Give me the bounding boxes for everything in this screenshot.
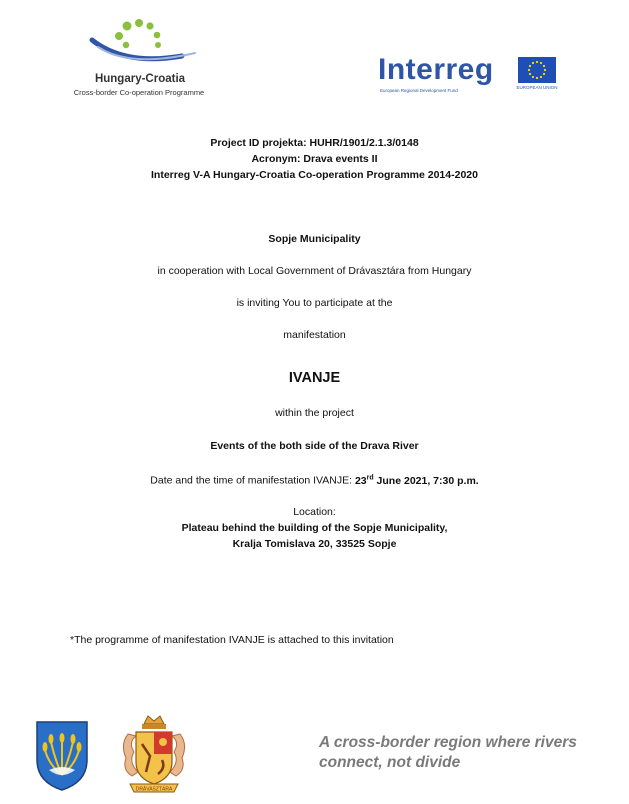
within-project-line: within the project bbox=[275, 407, 354, 419]
date-day: 23 bbox=[354, 474, 367, 487]
manifestation-line: manifestation bbox=[283, 329, 346, 341]
inviting-line: is inviting You to participate at the bbox=[236, 297, 393, 309]
programme-line: Interreg V-A Hungary-Croatia Co-operation Programme 2014-2020 bbox=[151, 169, 478, 181]
hungary-croatia-logo-subtitle: Cross-border Co-operation Programme bbox=[73, 88, 205, 97]
eu-flag-icon bbox=[518, 57, 556, 83]
dravasztara-coat-of-arms-icon bbox=[118, 712, 190, 796]
date-rest: June 2021, 7:30 p.m. bbox=[373, 474, 479, 487]
hungary-croatia-logo-title: Hungary-Croatia bbox=[94, 73, 186, 85]
location-line-1: Plateau behind the building of the Sopje Municipality, bbox=[181, 522, 448, 534]
interreg-logo-wordmark: Interreg bbox=[378, 53, 494, 86]
event-title: IVANJE bbox=[288, 370, 341, 386]
footnote: *The programme of manifestation IVANJE is attached to this invitation bbox=[70, 634, 394, 646]
location-line-2: Kralja Tomislava 20, 33525 Sopje bbox=[232, 538, 397, 550]
project-name: Events of the both side of the Drava River bbox=[210, 440, 419, 452]
date-ordinal: rd bbox=[366, 474, 374, 481]
slogan-line-1: A cross-border region where rivers bbox=[319, 734, 577, 751]
coat-of-arms-ribbon-text: DRÁVASZTÁRA bbox=[135, 786, 173, 793]
interreg-logo-fund-label: European Regional Development Fund bbox=[380, 88, 458, 93]
slogan-line-2: connect, not divide bbox=[319, 754, 461, 771]
cooperation-line: in cooperation with Local Government of Drávasztára from Hungary bbox=[157, 265, 472, 277]
date-prefix: Date and the time of manifestation IVANJE: bbox=[150, 474, 355, 487]
location-label: Location: bbox=[293, 506, 336, 518]
sopje-coat-of-arms-icon bbox=[35, 720, 89, 792]
host-name: Sopje Municipality bbox=[268, 233, 361, 245]
project-id-line: Project ID projekta: HUHR/1901/2.1.3/0148 bbox=[210, 137, 419, 149]
eu-label: EUROPEAN UNION bbox=[516, 85, 558, 90]
slogan bbox=[319, 733, 577, 773]
date-line bbox=[0, 474, 629, 487]
project-acronym-line: Acronym: Drava events II bbox=[251, 153, 378, 165]
